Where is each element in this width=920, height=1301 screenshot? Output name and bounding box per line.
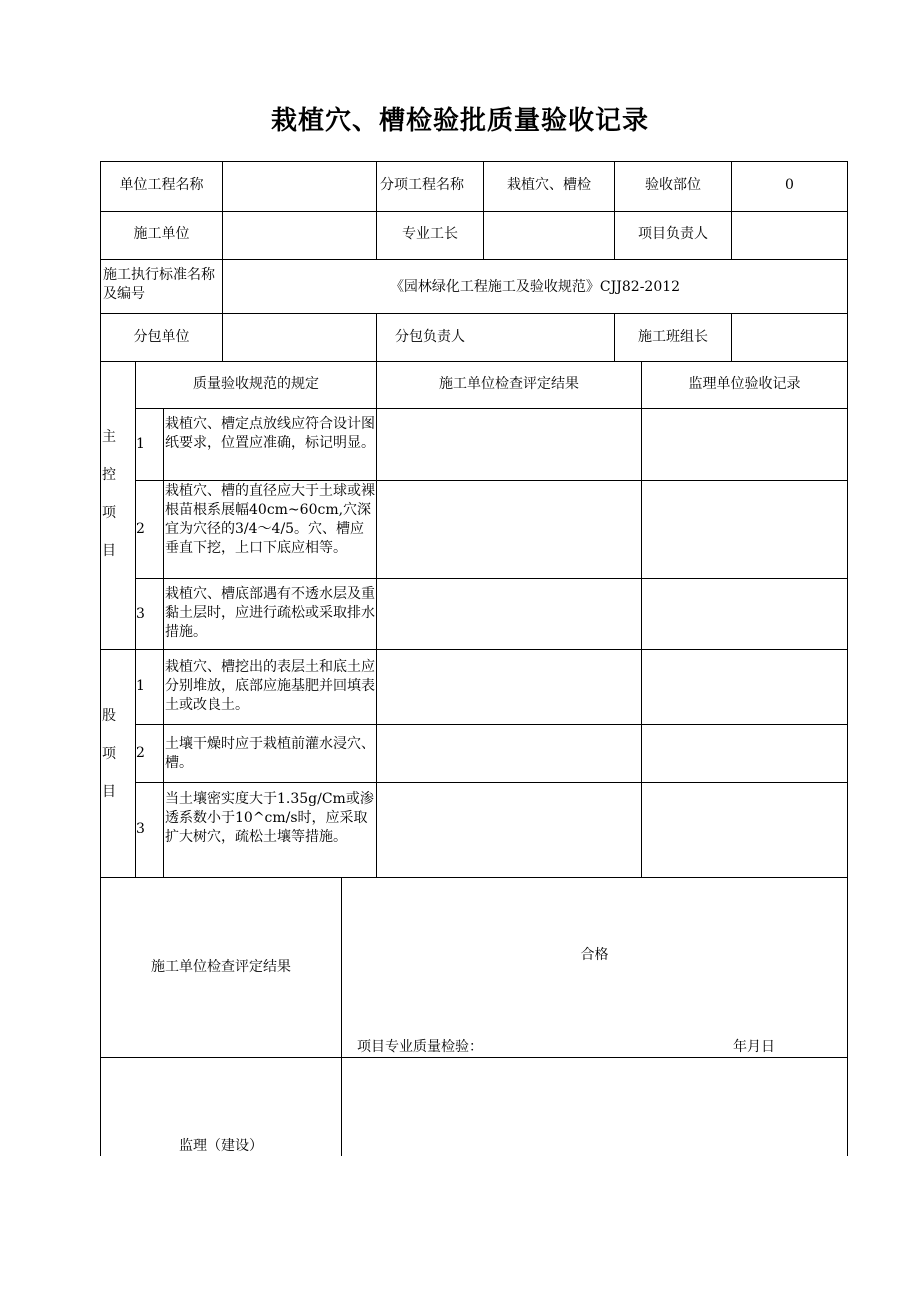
item-number: 2 xyxy=(136,521,145,537)
item-spec-text: 土壤干燥时应于栽植前灌水浸穴、槽。 xyxy=(165,736,375,771)
item-spec-text: 栽植穴、槽的直径应大于土球或裸根苗根系展幅40cm~60cm,穴深宜为穴径的3/4～4/5。穴、槽应垂直下挖，上口下底应相等。 xyxy=(165,483,375,556)
construction-result-column-header: 施工单位检查评定结果 xyxy=(439,376,579,392)
main-items-label-char: 控 xyxy=(102,467,116,483)
page-title: 栽植穴、槽检验批质量验收记录 xyxy=(270,106,649,136)
item-number: 1 xyxy=(136,678,145,694)
general-items-label-char: 项 xyxy=(102,746,116,762)
row-line xyxy=(100,361,848,362)
row-line xyxy=(135,724,848,725)
subcontractor-label: 分包单位 xyxy=(133,329,190,345)
row-line xyxy=(135,578,848,579)
row-line xyxy=(100,161,848,162)
main-items-label-char: 目 xyxy=(102,543,116,559)
spec-column-header: 质量验收规范的规定 xyxy=(193,376,319,392)
col-line xyxy=(376,361,377,877)
item-number: 1 xyxy=(136,436,145,452)
supervision-label: 监理（建设） xyxy=(179,1138,263,1154)
sub-leader-label: 分包负责人 xyxy=(395,329,465,345)
main-items-label-char: 主 xyxy=(102,429,116,445)
general-items-label-char: 目 xyxy=(102,784,116,800)
row-line xyxy=(135,408,848,409)
acceptance-part-value: 0 xyxy=(785,177,794,193)
main-items-label-char: 项 xyxy=(102,505,116,521)
sub-project-label: 分项工程名称 xyxy=(380,177,464,193)
item-number: 3 xyxy=(136,821,145,837)
item-spec-text: 栽植穴、槽底部遇有不透水层及重黏土层时，应进行疏松或采取排水措施。 xyxy=(165,586,375,640)
item-number: 2 xyxy=(136,745,145,761)
row-line xyxy=(100,313,848,314)
inspector-signature-label: 项目专业质量检验： xyxy=(357,1039,483,1055)
col-line xyxy=(641,361,642,877)
item-spec-text: 当土壤密实度大于1.35g∕Cm或渗透系数小于10^cm/s时，应采取扩大树穴，疏松土壤等措施。 xyxy=(165,791,374,845)
supervision-record-column-header: 监理单位验收记录 xyxy=(688,376,801,392)
row-line xyxy=(100,259,848,260)
table-border-left xyxy=(100,161,101,1156)
col-line xyxy=(731,313,732,361)
item-spec-text: 栽植穴、槽挖出的表层土和底土应分别堆放，底部应施基肥并回填表土或改良土。 xyxy=(165,659,375,713)
general-items-label-char: 股 xyxy=(102,708,116,724)
table-border-right xyxy=(847,161,848,1156)
team-leader-label: 施工班组长 xyxy=(638,329,708,345)
col-line xyxy=(341,877,342,1156)
row-line xyxy=(100,877,848,878)
sub-project-value: 栽植穴、槽检 xyxy=(507,177,591,193)
row-line xyxy=(135,782,848,783)
construction-unit-label: 施工单位 xyxy=(133,226,190,242)
row-line xyxy=(135,480,848,481)
inspection-date-label: 年月日 xyxy=(733,1039,775,1055)
item-spec-text: 栽植穴、槽定点放线应符合设计图纸要求，位置应准确，标记明显。 xyxy=(165,416,375,451)
standard-label: 施工执行标准名称及编号 xyxy=(103,267,215,302)
unit-project-label: 单位工程名称 xyxy=(119,177,204,193)
acceptance-part-label: 验收部位 xyxy=(645,177,701,193)
foreman-label: 专业工长 xyxy=(402,226,458,242)
col-line xyxy=(222,161,223,361)
item-number: 3 xyxy=(136,606,145,622)
row-line xyxy=(100,649,848,650)
construction-check-label: 施工单位检查评定结果 xyxy=(151,959,291,975)
project-leader-label: 项目负责人 xyxy=(638,226,708,242)
standard-value: 《园林绿化工程施工及验收规范》CJJ82-2012 xyxy=(389,279,681,295)
construction-check-verdict: 合格 xyxy=(580,947,609,963)
col-line xyxy=(163,408,164,877)
row-line xyxy=(100,211,848,212)
row-line xyxy=(100,1057,848,1058)
